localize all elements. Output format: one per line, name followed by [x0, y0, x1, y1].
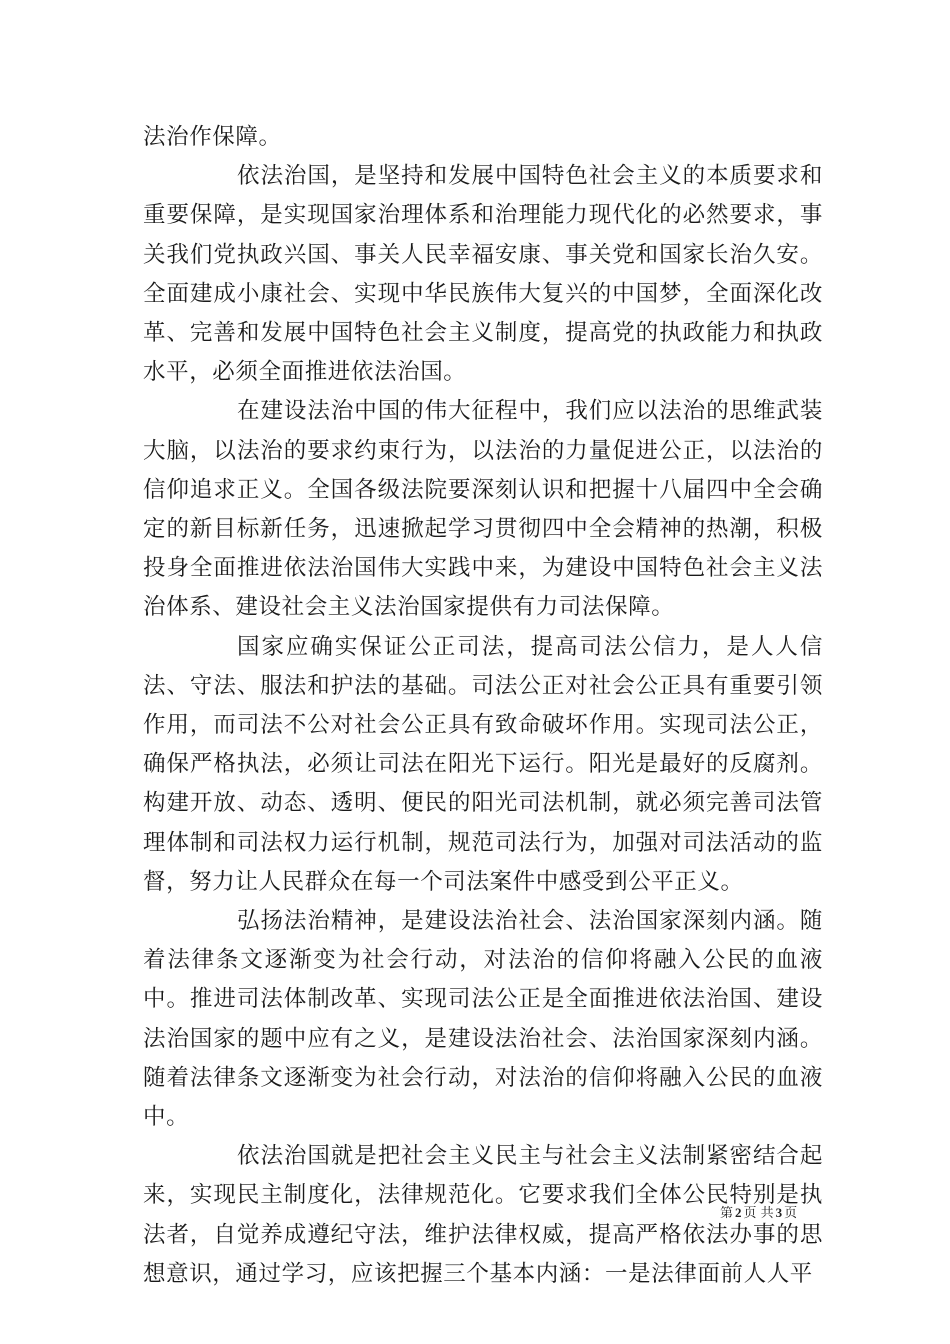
page-prefix: 第: [720, 1206, 734, 1221]
document-body: [143, 118, 823, 1294]
paragraph-continuation: 法治作保障。: [143, 124, 282, 150]
paragraph-judicial-fairness: 国家应确实保证公正司法，提高司法公信力，是人人信法、守法、服法和护法的基础。司法公正对社会公正具有重要引领作用，而司法不公对社会公正具有致命破坏作用。实现司法公正，确保严格执法，必须让司法在阳光下运行。阳光是最好的反腐剂。构建开放、动态、透明、便民的阳光司法机制，就必须完善司法管理体制和司法权力运行机制，规范司法行为，加强对司法活动的监督，努力让人民群众在每一个司法案件中感受到公平正义。: [143, 633, 823, 895]
page-suffix: 页: [784, 1206, 798, 1221]
paragraph-rule-of-law-essence: 依法治国，是坚持和发展中国特色社会主义的本质要求和重要保障，是实现国家治理体系和治理能力现代化的必然要求，事关我们党执政兴国、事关人民幸福安康、事关党和国家长治久安。全面建成小康社会、实现中华民族伟大复兴的中国梦，全面深化改革、完善和发展中国特色社会主义制度，提高党的执政能力和执政水平，必须全面推进依法治国。: [143, 163, 823, 386]
paragraph-building-rule-of-law-china: 在建设法治中国的伟大征程中，我们应以法治的思维武装大脑，以法治的要求约束行为，以法治的力量促进公正，以法治的信仰追求正义。全国各级法院要深刻认识和把握十八届四中全会确定的新目标新任务，迅速掀起学习贯彻四中全会精神的热潮，积极投身全面推进依法治国伟大实践中来，为建设中国特色社会主义法治体系、建设社会主义法治国家提供有力司法保障。: [143, 398, 823, 621]
page-middle: 页 共: [743, 1206, 774, 1221]
page-current: 2: [735, 1205, 742, 1220]
page-number-footer: [720, 1205, 797, 1222]
paragraph-rule-of-law-spirit: 弘扬法治精神，是建设法治社会、法治国家深刻内涵。随着法律条文逐渐变为社会行动，对法治的信仰将融入公民的血液中。推进司法体制改革、实现司法公正是全面推进依法治国、建设法治国家的题中应有之义，是建设法治社会、法治国家深刻内涵。随着法律条文逐渐变为社会行动，对法治的信仰将融入公民的血液中。: [143, 908, 823, 1131]
paragraph-democracy-and-legal-system: 依法治国就是把社会主义民主与社会主义法制紧密结合起来，实现民主制度化，法律规范化。它要求我们全体公民特别是执法者，自觉养成遵纪守法，维护法律权威，提高严格依法办事的思想意识，通过学习，应该把握三个基本内涵：一是法律面前人人平: [143, 1143, 823, 1287]
page-total: 3: [775, 1205, 783, 1220]
